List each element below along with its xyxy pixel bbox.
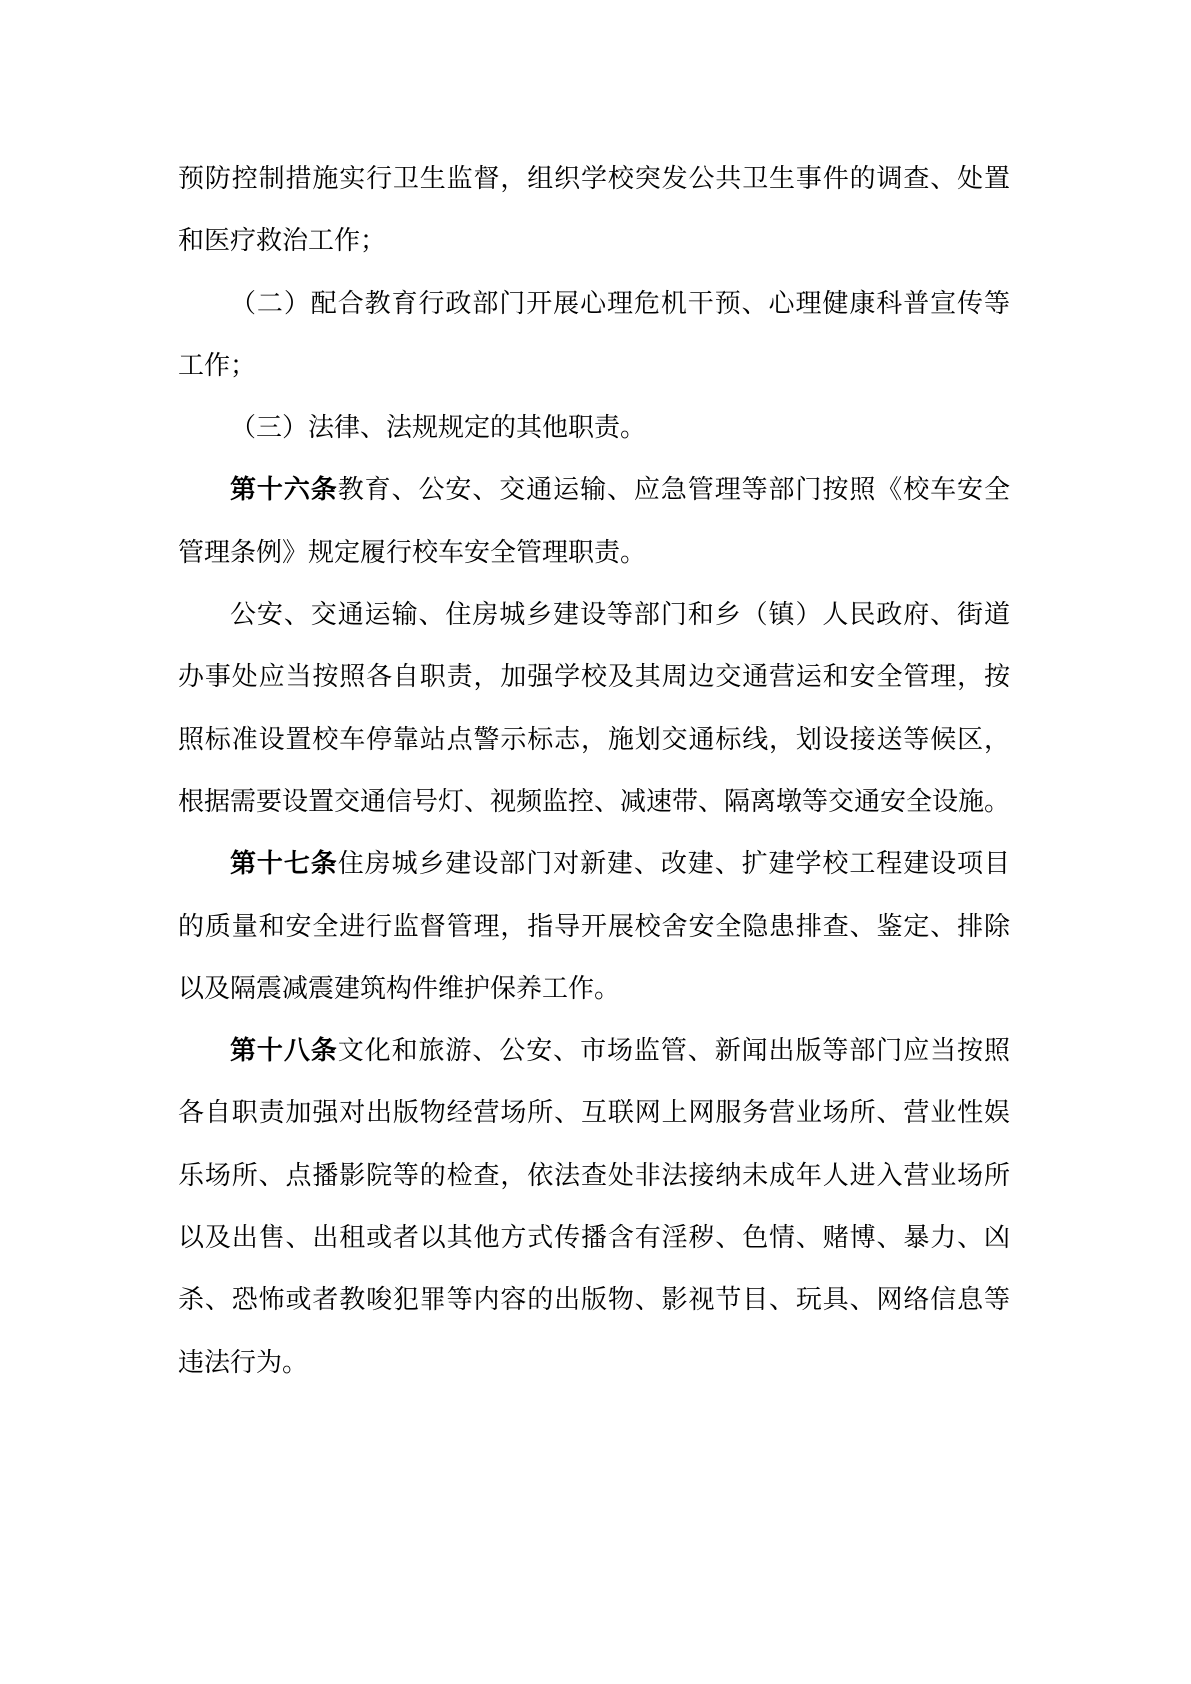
- paragraph: [178, 832, 1010, 1019]
- text-line: [178, 458, 1010, 520]
- text-line: 公安、交通运输、住房城乡建设等部门和乡（镇）人民政府、街道: [230, 599, 1010, 630]
- text-line: 乐场所、点播影院等的检查，依法查处非法接纳未成年人进入营业场所: [178, 1159, 1010, 1190]
- article-number: 第十八条: [230, 1035, 338, 1066]
- paragraph: [178, 147, 1010, 272]
- article-number: 第十七条: [230, 848, 338, 879]
- text-line: 工作；: [178, 349, 257, 380]
- text-line: 办事处应当按照各自职责，加强学校及其周边交通营运和安全管理，按: [178, 661, 1010, 692]
- text-line: 预防控制措施实行卫生监督，组织学校突发公共卫生事件的调查、处置: [178, 163, 1010, 193]
- text-line: （二）配合教育行政部门开展心理危机干预、心理健康科普宣传等: [230, 287, 1010, 318]
- document-body: [178, 147, 1010, 1393]
- text-line: 的质量和安全进行监督管理，指导开展校舍安全隐患排查、鉴定、排除: [178, 910, 1010, 941]
- paragraph: [178, 272, 1010, 397]
- line-text: 住房城乡建设部门对新建、改建、扩建学校工程建设项目: [337, 848, 1010, 879]
- article-number: 第十六条: [230, 474, 338, 505]
- text-line: 杀、恐怖或者教唆犯罪等内容的出版物、影视节目、玩具、网络信息等: [178, 1284, 1010, 1315]
- paragraph: [178, 458, 1010, 583]
- text-line: 照标准设置校车停靠站点警示标志，施划交通标线，划设接送等候区，: [178, 723, 1010, 754]
- text-line: 和医疗救治工作；: [178, 225, 387, 256]
- line-text: 文化和旅游、公安、市场监管、新闻出版等部门应当按照: [337, 1035, 1010, 1066]
- text-line: 以及出售、出租或者以其他方式传播含有淫秽、色情、赌博、暴力、凶: [178, 1222, 1010, 1253]
- text-line: [178, 1019, 1010, 1081]
- text-line: （三）法律、法规规定的其他职责。: [230, 412, 647, 443]
- text-line: 根据需要设置交通信号灯、视频监控、减速带、隔离墩等交通安全设施。: [178, 785, 1010, 816]
- text-line: [178, 832, 1010, 894]
- paragraph: [178, 1019, 1010, 1393]
- text-line: 各自职责加强对出版物经营场所、互联网上网服务营业场所、营业性娱: [178, 1097, 1010, 1128]
- text-line: 违法行为。: [178, 1346, 309, 1377]
- paragraph: [178, 396, 1010, 458]
- text-line: 管理条例》规定履行校车安全管理职责。: [178, 536, 647, 567]
- paragraph: [178, 583, 1010, 832]
- line-text: 教育、公安、交通运输、应急管理等部门按照《校车安全: [337, 474, 1010, 505]
- text-line: 以及隔震减震建筑构件维护保养工作。: [178, 972, 621, 1003]
